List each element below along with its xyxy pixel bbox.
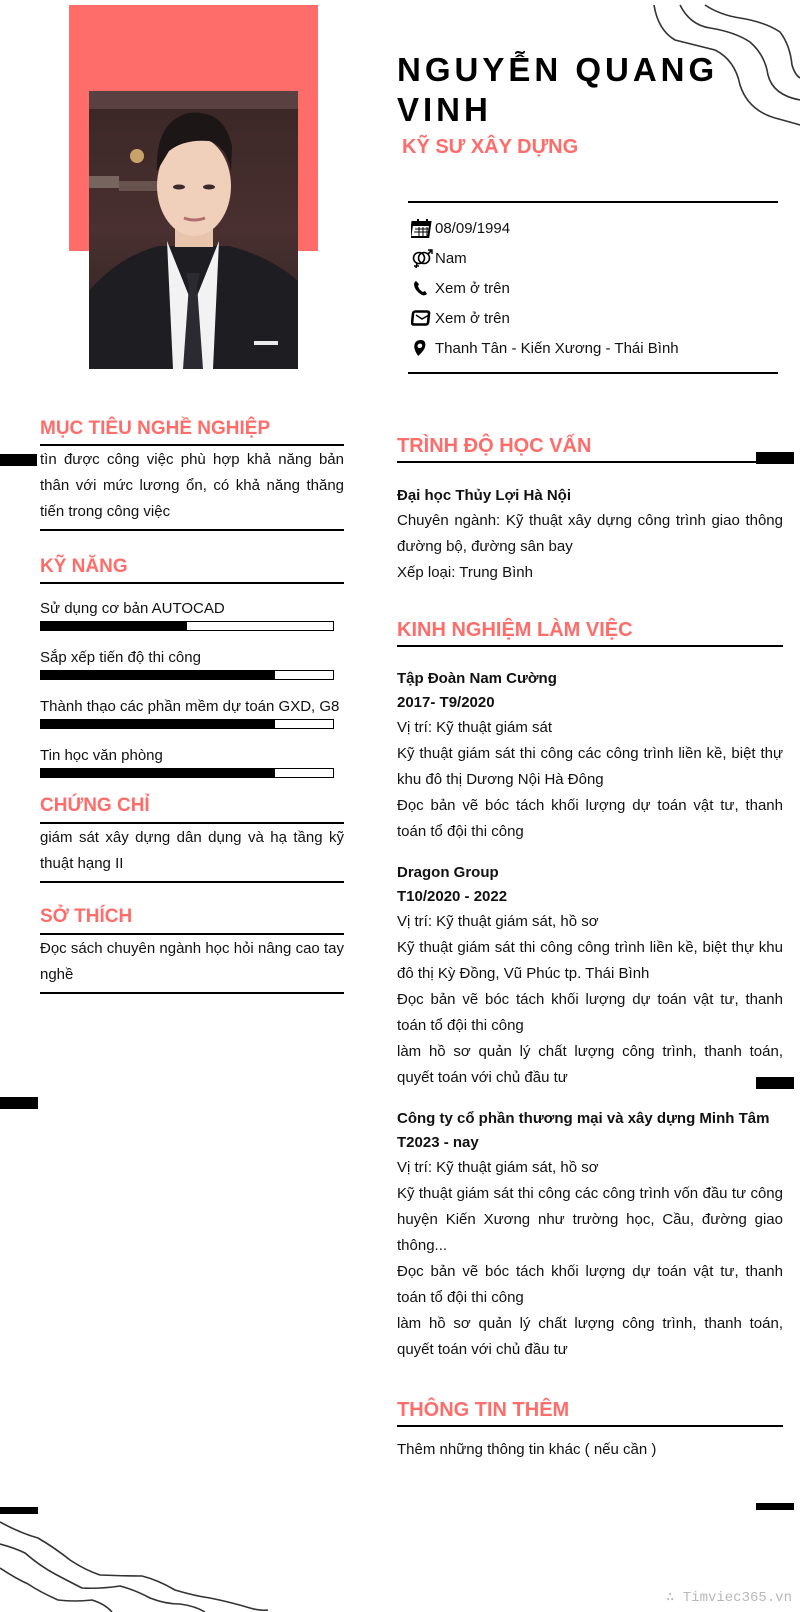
job-line: Đọc bản vẽ bóc tách khối lượng dự toán vật tư, thanh toán tổ đội thi công: [397, 991, 783, 1034]
job-line: Vị trí: Kỹ thuật giám sát, hồ sơ: [397, 913, 599, 930]
objective-text: tìn được công việc phù hợp khả năng bản thân với mức lương ổn, có khả năng thăng tiến trong công việc: [40, 451, 344, 520]
skill-bar: [40, 621, 334, 631]
gender-value: Nam: [435, 249, 467, 267]
divider: [408, 201, 778, 203]
email-value[interactable]: Xem ở trên: [435, 309, 510, 327]
job-period: T10/2020 - 2022: [397, 888, 508, 905]
decor-bar: [0, 1507, 38, 1514]
calendar-icon: [411, 217, 435, 239]
experience-section: [397, 618, 783, 1363]
section-rule: [40, 444, 344, 446]
certificates-text: giám sát xây dựng dân dụng và hạ tầng kỹ thuật hạng II: [40, 829, 344, 872]
education-entry: [397, 484, 783, 586]
skills-section: [40, 555, 344, 778]
section-rule: [397, 1425, 783, 1427]
skill-bar: [40, 768, 334, 778]
gender-icon: [411, 247, 435, 269]
job-entry: [397, 861, 783, 1091]
skill-item: [40, 747, 344, 778]
contact-list: [411, 213, 781, 363]
section-rule: [397, 461, 757, 463]
education-major: Chuyên ngành: Kỹ thuật xây dựng công trình giao thông đường bộ, đường sân bay: [397, 512, 783, 555]
job-company: Dragon Group: [397, 864, 499, 881]
skill-label: Thành thạo các phần mềm dự toán GXD, G8: [40, 698, 340, 715]
job-line: Đọc bản vẽ bóc tách khối lượng dự toán vật tư, thanh toán tổ đội thi công: [397, 1263, 783, 1306]
decor-bar: [756, 1503, 794, 1510]
job-entry: [397, 667, 783, 845]
job-line: Kỹ thuật giám sát thi công công trình liền kề, biệt thự khu đô thị Kỳ Đồng, Vũ Phúc tp. Thái Bình: [397, 939, 783, 982]
job-line: Kỹ thuật giám sát thi công các công trình liền kề, biệt thự khu đô thị Dương Nội Hà Đông: [397, 745, 783, 788]
skill-label: Tin học văn phòng: [40, 747, 163, 764]
contact-email: [411, 303, 781, 333]
section-rule: [40, 933, 344, 935]
watermark: ∴ Timviec365.vn: [665, 1590, 792, 1606]
job-title: KỸ SƯ XÂY DỰNG: [402, 136, 579, 158]
job-line: Đọc bản vẽ bóc tách khối lượng dự toán vật tư, thanh toán tổ đội thi công: [397, 797, 783, 840]
skill-item: [40, 649, 344, 698]
objective-section: [40, 417, 344, 531]
experience-title: KINH NGHIỆM LÀM VIỆC: [397, 619, 633, 641]
certificates-section: [40, 794, 344, 883]
skill-label: Sắp xếp tiến độ thi công: [40, 649, 201, 666]
contact-address: [411, 333, 781, 363]
phone-icon: [411, 277, 435, 299]
skill-bar: [40, 719, 334, 729]
job-company: Tập Đoàn Nam Cường: [397, 670, 557, 687]
job-period: 2017- T9/2020: [397, 694, 495, 711]
profile-photo: [89, 91, 298, 369]
wave-decoration-bottom: [0, 1518, 280, 1612]
hobbies-text: Đọc sách chuyên ngành học hỏi nâng cao tay nghề: [40, 940, 344, 983]
job-line: Kỹ thuật giám sát thi công các công trình vốn đầu tư công huyện Kiến Xương như trường học, Cầu, đường giao thông...: [397, 1185, 783, 1254]
education-title: TRÌNH ĐỘ HỌC VẤN: [397, 435, 592, 457]
section-rule: [40, 992, 344, 994]
skill-label: Sử dụng cơ bản AUTOCAD: [40, 600, 225, 617]
section-rule: [40, 822, 344, 824]
job-entry: [397, 1107, 783, 1363]
job-line: Vị trí: Kỹ thuật giám sát, hồ sơ: [397, 1159, 599, 1176]
job-line: Vị trí: Kỹ thuật giám sát: [397, 719, 553, 736]
school-name: Đại học Thủy Lợi Hà Nội: [397, 487, 572, 504]
additional-section: [397, 1398, 783, 1463]
education-section: [397, 434, 783, 586]
skill-fill: [41, 769, 275, 777]
job-line: làm hồ sơ quản lý chất lượng công trình, thanh toán, quyết toán với chủ đầu tư: [397, 1315, 783, 1358]
dob-value: 08/09/1994: [435, 219, 511, 237]
decor-bar: [0, 454, 37, 466]
education-grade: Xếp loại: Trung Bình: [397, 564, 533, 581]
additional-title: THÔNG TIN THÊM: [397, 1399, 570, 1421]
candidate-name: NGUYỄN QUANG VINH: [397, 51, 719, 128]
email-icon: [411, 307, 435, 329]
divider: [408, 372, 778, 374]
address-value: Thanh Tân - Kiến Xương - Thái Bình: [435, 339, 679, 357]
hobbies-title: SỞ THÍCH: [40, 906, 133, 927]
section-rule: [40, 582, 344, 584]
skill-item: [40, 600, 344, 649]
certificates-title: CHỨNG CHỈ: [40, 795, 150, 816]
contact-phone: [411, 273, 781, 303]
location-icon: [411, 337, 435, 359]
hobbies-section: [40, 905, 344, 994]
section-rule: [397, 645, 783, 647]
skills-title: KỸ NĂNG: [40, 556, 128, 577]
skill-bar: [40, 670, 334, 680]
skill-fill: [41, 622, 187, 630]
decor-bar: [0, 1097, 38, 1109]
section-rule: [40, 881, 344, 883]
contact-dob: [411, 213, 781, 243]
objective-title: MỤC TIÊU NGHỀ NGHIỆP: [40, 418, 271, 439]
phone-value[interactable]: Xem ở trên: [435, 279, 510, 297]
contact-gender: [411, 243, 781, 273]
job-line: làm hồ sơ quản lý chất lượng công trình, thanh toán, quyết toán với chủ đầu tư: [397, 1043, 783, 1086]
job-period: T2023 - nay: [397, 1134, 479, 1151]
job-company: Công ty cổ phần thương mại và xây dựng Minh Tâm: [397, 1110, 770, 1127]
skill-item: [40, 698, 344, 747]
skill-fill: [41, 720, 275, 728]
section-rule: [40, 529, 344, 531]
skill-fill: [41, 671, 275, 679]
skill-list: [40, 600, 344, 778]
additional-text: Thêm những thông tin khác ( nếu cần ): [397, 1441, 657, 1458]
